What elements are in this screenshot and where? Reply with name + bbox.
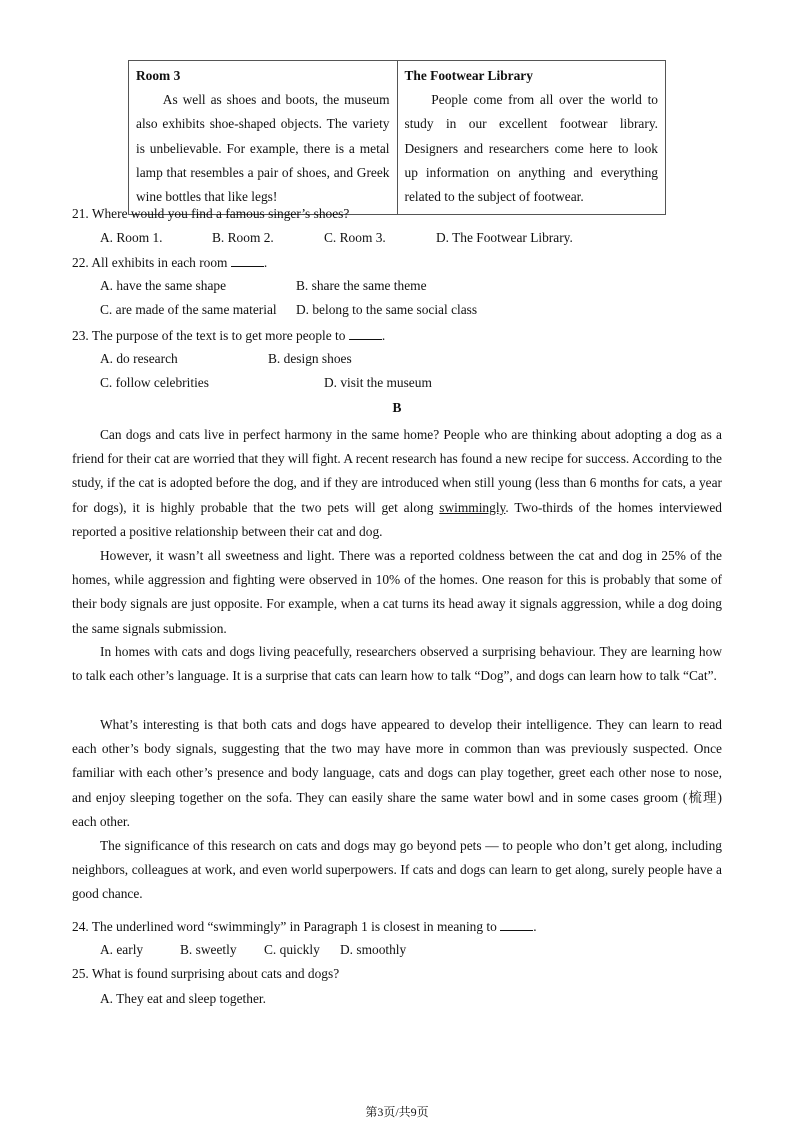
- section-b-heading: B: [392, 400, 402, 415]
- q22-option-b: B. share the same theme: [296, 278, 427, 293]
- q24-stem: 24. The underlined word “swimmingly” in Paragraph 1 is closest in meaning to: [72, 919, 497, 934]
- q23-option-b: B. design shoes: [268, 351, 352, 366]
- q23-option-a: A. do research: [100, 351, 178, 366]
- room-3-cell: [129, 61, 398, 215]
- q22-stem-line: [72, 254, 267, 271]
- q24-option-c: C. quickly: [264, 942, 320, 957]
- q21-option-a: A. Room 1.: [100, 230, 163, 245]
- p1-text-before: Can dogs and cats live in perfect harmony in the same home? People who are thinking about adopting a dog as a friend for their cat are worried that they will fight. A recent research has found a new recipe for success. According to the study, if the cat is adopted before the dog, and if they are introduced when still young (less than 6 months for cats, a year for dogs), it is highly probable that the two pets will get along: [72, 427, 722, 515]
- q24-option-b: B. sweetly: [180, 942, 237, 957]
- passage-paragraph-4: What’s interesting is that both cats and dogs have appeared to develop their intelligence. They can learn to read each other’s body signals, suggesting that the two may have more in common than was previously suspected. Once familiar with each other’s presence and body language, cats and dogs can play together, greet each other nose to nose, and enjoy sleeping together on the sofa. They can easily share the same water bowl and in some cases groom (梳理) each other.: [72, 717, 722, 829]
- q21-option-b: B. Room 2.: [212, 230, 274, 245]
- q23-option-d: D. visit the museum: [324, 375, 432, 390]
- passage-paragraph-3: In homes with cats and dogs living peacefully, researchers observed a surprising behaviour. They are learning how to talk each other’s language. It is a surprise that cats can learn how to talk “Dog”, and dogs can learn how to talk “Cat”.: [72, 644, 722, 684]
- q24-option-d: D. smoothly: [340, 942, 407, 957]
- q24-stem-end: .: [533, 919, 537, 934]
- room-3-title: Room 3: [136, 68, 181, 83]
- q23-option-c: C. follow celebrities: [100, 375, 209, 390]
- room-3-text: As well as shoes and boots, the museum also exhibits shoe-shaped objects. The variety is unbelievable. For example, there is a metal lamp that resembles a pair of shoes, and Greek wine bottles that like legs!: [136, 92, 390, 205]
- q24-stem-line: [72, 918, 537, 935]
- q22-stem: 22. All exhibits in each room: [72, 255, 228, 270]
- page-number: 第3页/共9页: [365, 1105, 429, 1119]
- rooms-info-table: [128, 60, 666, 215]
- footwear-library-text: People come from all over the world to study in our excellent footwear library. Designers and researchers come here to look up information on anything and everything related to the subject of footwear.: [404, 92, 658, 205]
- q23-stem-line: [72, 327, 385, 344]
- q23-stem: 23. The purpose of the text is to get more people to: [72, 328, 346, 343]
- q22-option-d: D. belong to the same social class: [296, 302, 478, 317]
- answer-blank: [349, 327, 382, 340]
- q21-option-d: D. The Footwear Library.: [436, 230, 573, 245]
- q22-option-c: C. are made of the same material: [100, 302, 277, 317]
- q25-option-a: A. They eat and sleep together.: [100, 991, 266, 1006]
- q22-option-a: A. have the same shape: [100, 278, 227, 293]
- q23-stem-end: .: [381, 328, 386, 343]
- footwear-library-title: The Footwear Library: [404, 68, 533, 83]
- underlined-word: swimmingly: [439, 499, 506, 515]
- footwear-library-cell: [397, 61, 666, 215]
- q24-option-a: A. early: [100, 942, 144, 957]
- passage-paragraph-5: The significance of this research on cats and dogs may go beyond pets — to people who don’t get along, including neighbors, colleagues at work, and even world superpowers. If cats and dogs can learn to get along, surely people have a good chance.: [72, 838, 722, 902]
- passage-paragraph-1: [72, 423, 722, 544]
- answer-blank: [500, 918, 533, 931]
- p1-text-after: . Two-thirds of the homes interviewed reported a positive relationship between their cat and dog.: [72, 499, 722, 539]
- answer-blank: [231, 254, 264, 267]
- passage-paragraph-2: However, it wasn’t all sweetness and light. There was a reported coldness between the cat and dog in 25% of the homes, while aggression and fighting were observed in 10% of the homes. One reason for this is probably that some of their body signals are just opposite. For example, when a cat turns its head away it signals aggression, while a dog doing the same signals submission.: [72, 548, 722, 636]
- q22-stem-end: .: [263, 255, 268, 270]
- q21-stem: 21. Where would you find a famous singer’s shoes?: [72, 206, 350, 221]
- q25-stem: 25. What is found surprising about cats and dogs?: [72, 966, 340, 981]
- q21-option-c: C. Room 3.: [324, 230, 386, 245]
